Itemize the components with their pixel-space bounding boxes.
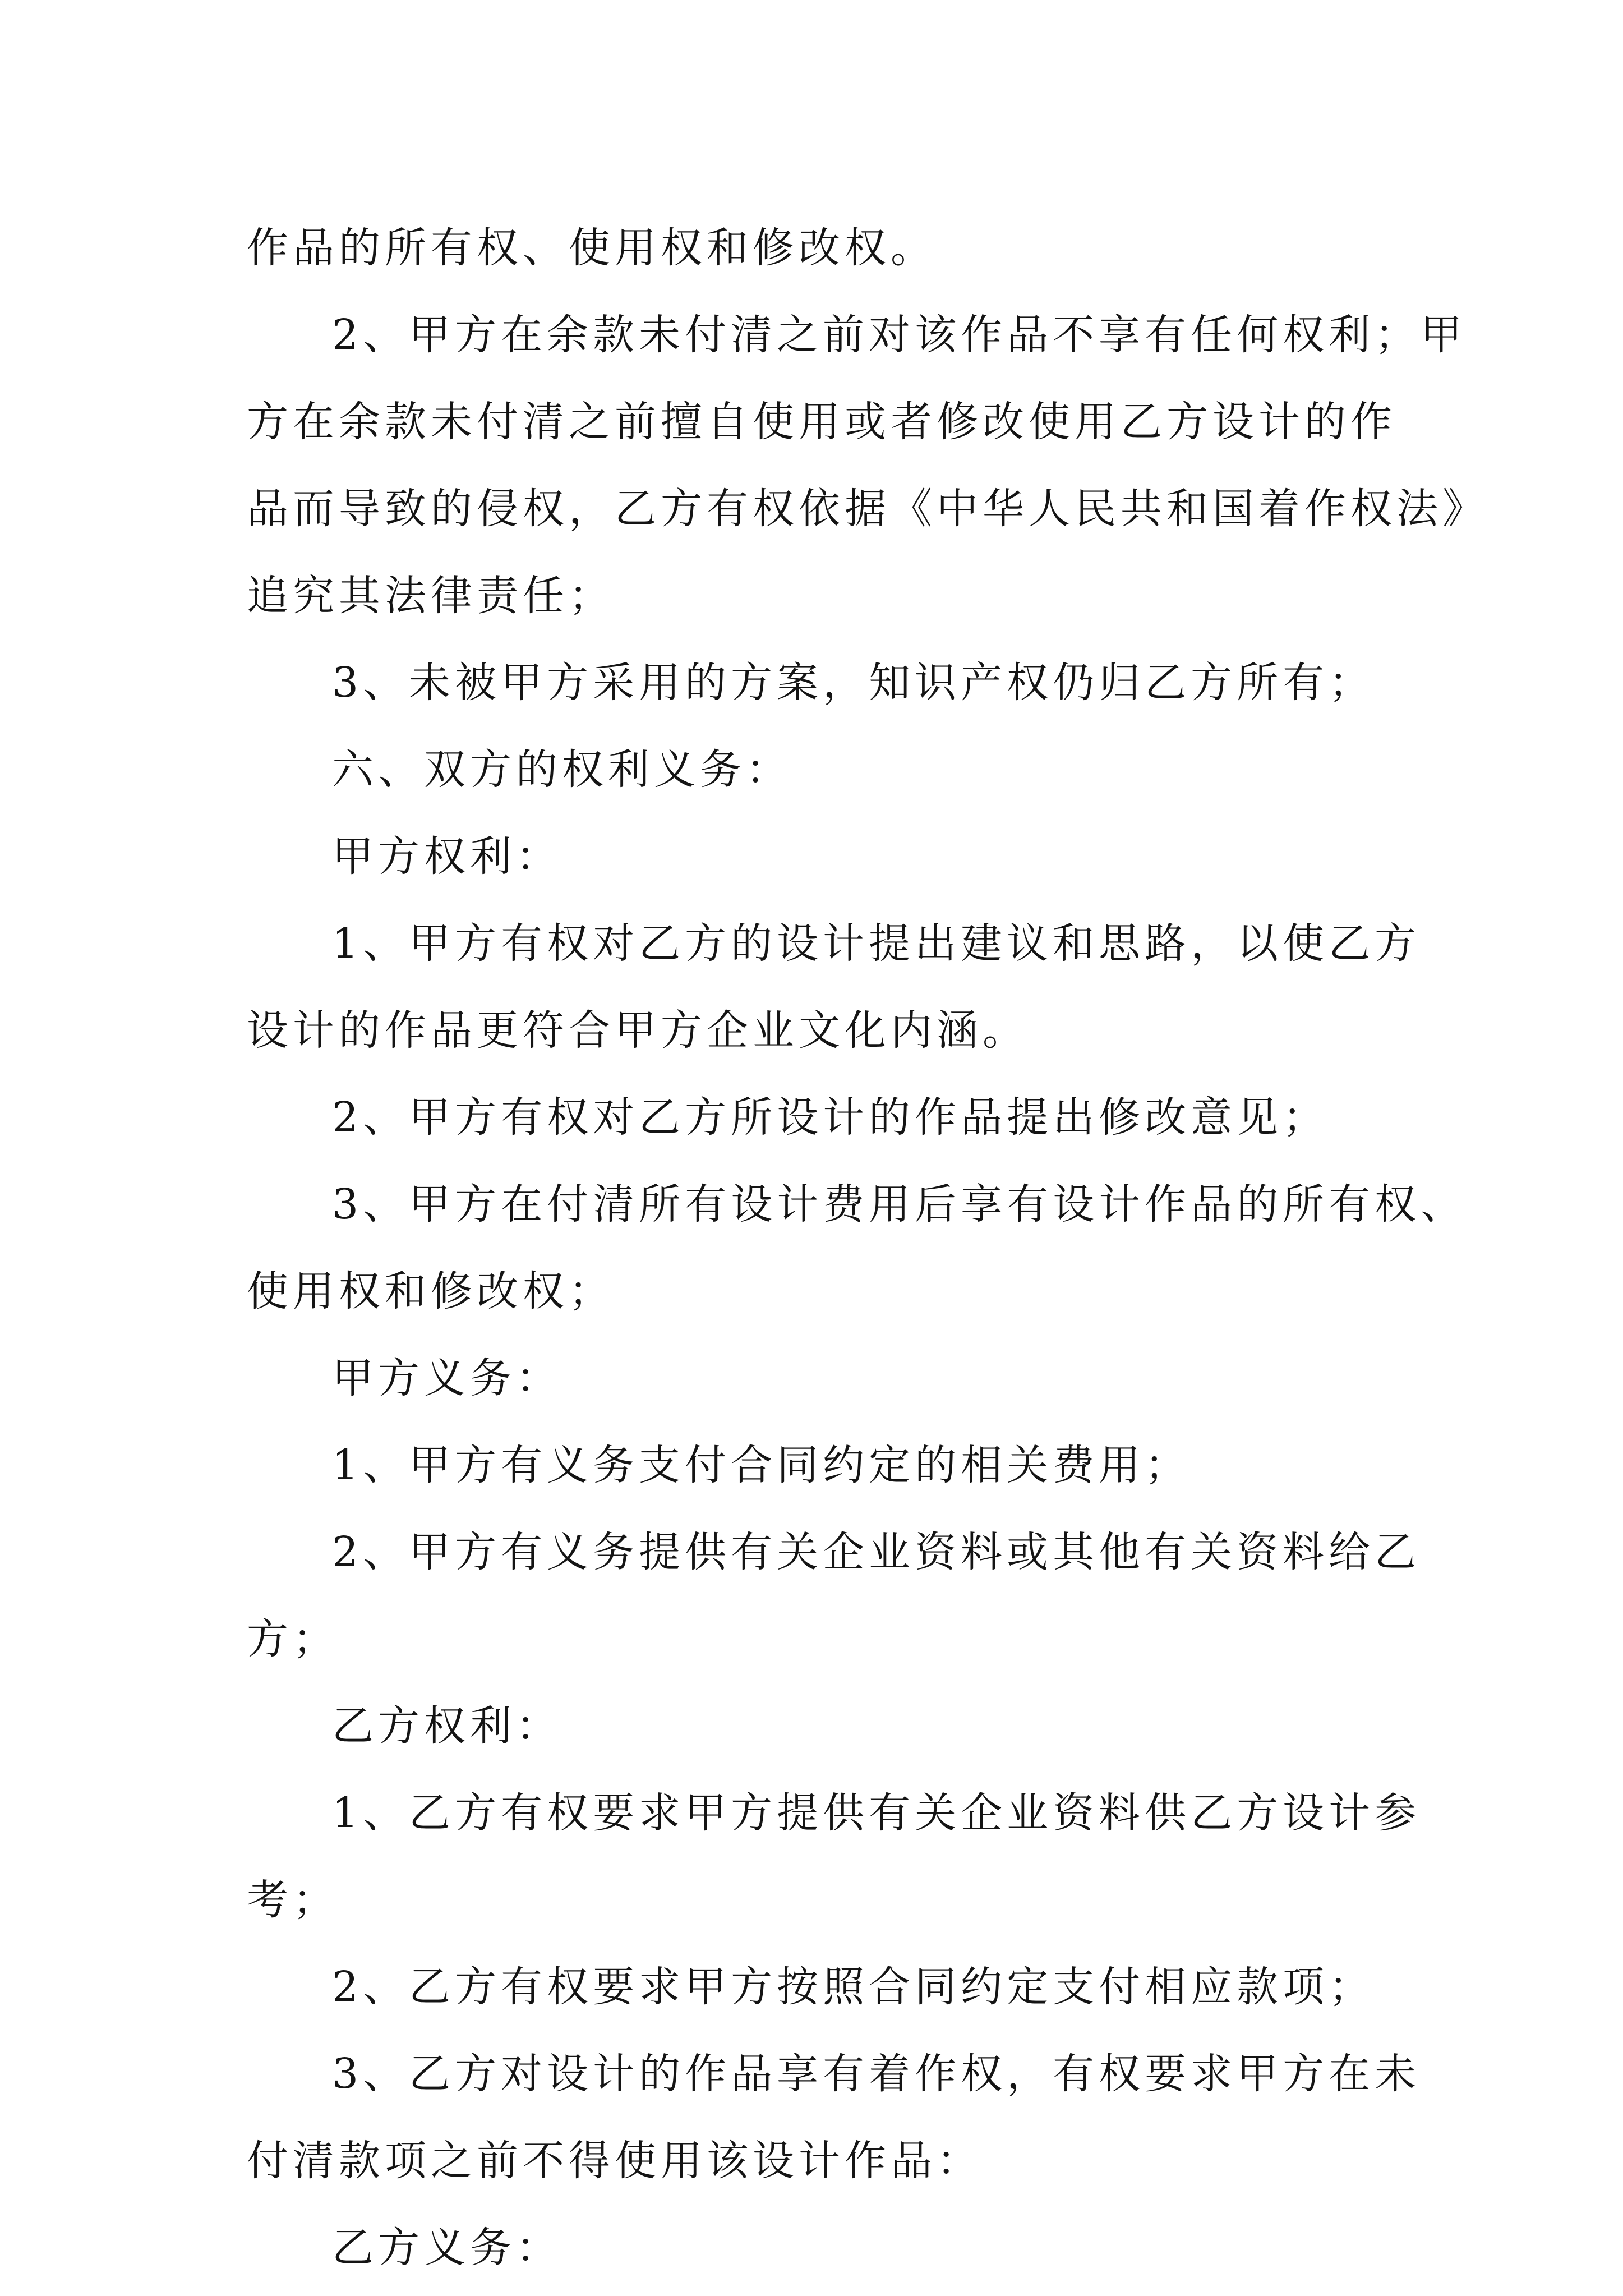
text-line-11: 2、甲方有权对乙方所设计的作品提出修改意见； — [332, 1093, 1329, 1142]
text-line-12: 3、甲方在付清所有设计费用后享有设计作品的所有权、 — [332, 1180, 1467, 1228]
text-line-4: 品而导致的侵权，乙方有权依据《中华人民共和国着作权法》 — [247, 485, 1488, 533]
text-line-2: 2、甲方在余款未付清之前对该作品不享有任何权利；甲 — [332, 311, 1467, 359]
text-line-6: 3、未被甲方采用的方案，知识产权仍归乙方所有； — [332, 659, 1375, 707]
text-line-9: 1、甲方有权对乙方的设计提出建议和思路，以使乙方 — [332, 919, 1421, 968]
text-line-22: 3、乙方对设计的作品享有着作权，有权要求甲方在未 — [332, 2050, 1421, 2098]
text-line-23: 付清款项之前不得使用该设计作品： — [247, 2137, 983, 2185]
text-line-19: 1、乙方有权要求甲方提供有关企业资料供乙方设计参 — [332, 1789, 1421, 1837]
text-line-17: 方； — [247, 1615, 339, 1663]
subheading-party-b-obligations: 乙方义务： — [332, 2224, 562, 2272]
text-line-20: 考； — [247, 1876, 339, 1924]
text-line-10: 设计的作品更符合甲方企业文化内涵。 — [247, 1006, 1029, 1055]
text-line-13: 使用权和修改权； — [247, 1267, 615, 1315]
section-heading-rights-obligations: 六、双方的权利义务： — [332, 746, 792, 794]
text-line-21: 2、乙方有权要求甲方按照合同约定支付相应款项； — [332, 1963, 1375, 2011]
text-line-15: 1、甲方有义务支付合同约定的相关费用； — [332, 1441, 1191, 1489]
subheading-party-a-rights: 甲方权利： — [332, 832, 562, 881]
text-line-3: 方在余款未付清之前擅自使用或者修改使用乙方设计的作 — [247, 398, 1396, 446]
text-line-16: 2、甲方有义务提供有关企业资料或其他有关资料给乙 — [332, 1528, 1421, 1576]
subheading-party-a-obligations: 甲方义务： — [332, 1354, 562, 1402]
text-line-1: 作品的所有权、使用权和修改权。 — [247, 224, 937, 272]
document-body — [247, 205, 1488, 2292]
text-line-5: 追究其法律责任； — [247, 572, 615, 620]
subheading-party-b-rights: 乙方权利： — [332, 1702, 562, 1750]
